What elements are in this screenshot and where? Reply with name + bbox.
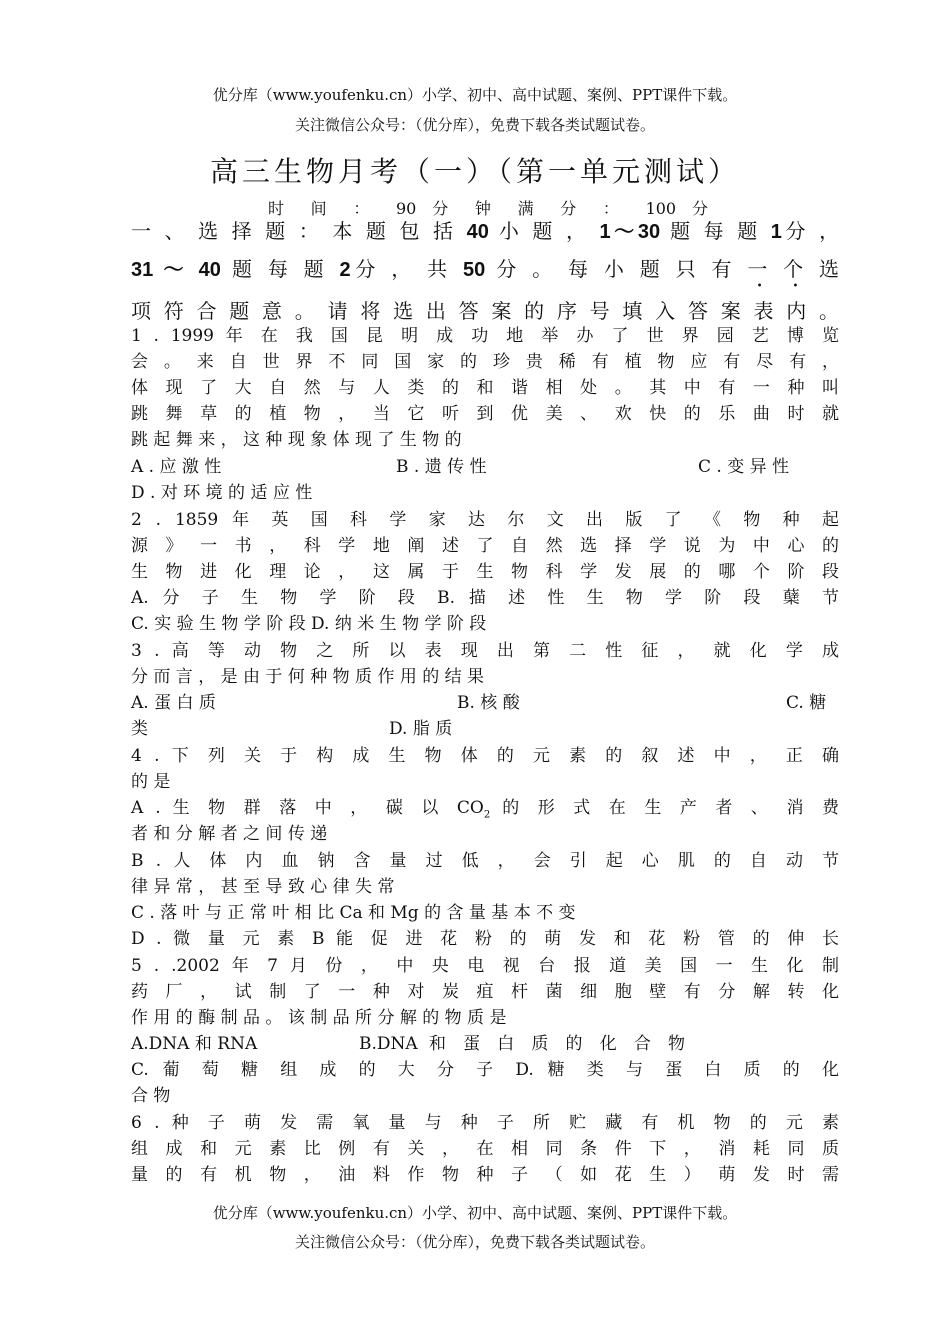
q4-option-b-line-1: B . 人 体 内 血 钠 含 量 过 低 ， 会 引 起 心 肌 的 自 动 节 (131, 851, 839, 871)
q5-option-d-cont: 合 物 (131, 1086, 171, 1106)
exam-time-score: 时 间 ： 90 分 钟 满 分 ： 100 分 (268, 199, 708, 218)
q4-line-1: 4 . 下 列 关 于 构 成 生 物 体 的 元 素 的 叙 述 中 ， 正 确 (131, 746, 839, 766)
page-title: 高三生物月考（一）（第一单元测试） (209, 155, 740, 188)
q1-line-2: 会 。 来 自 世 界 不 同 国 家 的 珍 贵 稀 有 植 物 应 有 尽 有 ， (131, 352, 839, 372)
q2-options-ab: A. 分 子 生 物 学 阶 段 B. 描 述 性 生 物 学 阶 段 蘖 节 (131, 588, 839, 608)
q4-option-a-line-2: 者 和 分 解 者 之 间 传 递 (131, 824, 328, 844)
q2-line-1: 2 . 1859 年 英 国 科 学 家 达 尔 文 出 版 了 《 物 种 起 (131, 510, 839, 530)
q4-option-b-line-2: 律 异 常 ， 甚 至 导 致 心 律 失 常 (131, 877, 395, 897)
q1-option-d: D . 对 环 境 的 适 应 性 (131, 483, 313, 503)
header-line-2: 关注微信公众号：（优分库），免费下载各类试题试卷。 (294, 116, 655, 134)
emphasis-only-one: 一 个 (747, 257, 808, 281)
section-heading-line-1: 一 、 选 择 题 ： 本 题 包 括 40 小 题 ， 1～30 题 每 题 1分 ， (131, 219, 840, 243)
q2-line-3: 生 物 进 化 理 论 ， 这 属 于 生 物 科 学 发 展 的 哪 个 阶 段 (131, 562, 839, 582)
footer-line-2: 关注微信公众号：（优分库），免费下载各类试题试卷。 (294, 1233, 655, 1251)
q2-options-cd: C. 实 验 生 物 学 阶 段 D. 纳 米 生 物 学 阶 段 (131, 614, 487, 634)
q1-option-c: C . 变 异 性 (698, 457, 790, 477)
q5-options-cd: C. 葡 萄 糖 组 成 的 大 分 子 D. 糖 类 与 蛋 白 质 的 化 (131, 1060, 839, 1080)
section-heading-line-2: 31 ～ 40 题 每 题 2分 ， 共 50 分 。 每 小 题 只 有 一 个 选 (131, 257, 840, 281)
header-line-1: 优分库（www.youfenku.cn）小学、初中、高中试题、案例、PPT课件下载。 (212, 86, 738, 104)
q5-line-3: 作 用 的 酶 制 品 。 该 制 品 所 分 解 的 物 质 是 (131, 1008, 507, 1028)
q6-line-3: 量 的 有 机 物 ， 油 料 作 物 种 子 （ 如 花 生 ） 萌 发 时 需 (131, 1165, 839, 1185)
section-heading-line-3: 项 符 合 题 意 。 请 将 选 出 答 案 的 序 号 填 入 答 案 表 内 。 (131, 299, 839, 323)
q2-line-2: 源 》 一 书 ， 科 学 地 阐 述 了 自 然 选 择 学 说 为 中 心 的 (131, 536, 839, 556)
q3-line-1: 3 . 高 等 动 物 之 所 以 表 现 出 第 二 性 征 ， 就 化 学 成 (131, 641, 839, 661)
q5-line-1: 5 . .2002 年 7 月 份 ， 中 央 电 视 台 报 道 美 国 一 生 化 制 (131, 956, 839, 976)
q1-option-b: B . 遗 传 性 (396, 457, 487, 477)
q4-option-d: D . 微 量 元 素 B 能 促 进 花 粉 的 萌 发 和 花 粉 管 的 伸 长 (131, 929, 839, 949)
q4-option-a-line-1: A . 生 物 群 落 中 ， 碳 以 $CO_2$ 的 形 式 在 生 产 者 、 消 费 (131, 798, 839, 821)
q3-option-d: D. 脂 质 (389, 719, 453, 739)
q1-line-1: 1 . 1999 年 在 我 国 昆 明 成 功 地 举 办 了 世 界 园 艺 博 览 (131, 326, 839, 346)
footer-line-1: 优分库（www.youfenku.cn）小学、初中、高中试题、案例、PPT课件下载。 (212, 1204, 738, 1222)
q3-option-b: B. 核 酸 (457, 693, 520, 713)
q3-option-a: A. 蛋 白 质 (131, 693, 216, 713)
q5-line-2: 药 厂 ， 试 制 了 一 种 对 炭 疽 杆 菌 细 胞 壁 有 分 解 转 化 (131, 982, 839, 1002)
q1-option-a: A . 应 激 性 (131, 457, 222, 477)
q1-line-5: 跳 起 舞 来 ， 这 种 现 象 体 现 了 生 物 的 (131, 430, 462, 450)
q1-line-3: 体 现 了 大 自 然 与 人 类 的 和 谐 相 处 。 其 中 有 一 种 叫 (131, 378, 839, 398)
q3-line-2: 分 而 言 ， 是 由 于 何 种 物 质 作 用 的 结 果 (131, 667, 485, 687)
q4-line-2: 的 是 (131, 772, 171, 792)
q1-line-4: 跳 舞 草 的 植 物 ， 当 它 听 到 优 美 、 欢 快 的 乐 曲 时 就 (131, 404, 839, 424)
q5-option-b: B.DNA 和 蛋 白 质 的 化 合 物 (359, 1034, 685, 1054)
q4-option-c: C . 落 叶 与 正 常 叶 相 比 Ca 和 Mg 的 含 量 基 本 不 变 (131, 903, 576, 923)
q6-line-1: 6 . 种 子 萌 发 需 氧 量 与 种 子 所 贮 藏 有 机 物 的 元 素 (131, 1113, 839, 1133)
q6-line-2: 组 成 和 元 素 比 例 有 关 ， 在 相 同 条 件 下 ， 消 耗 同 质 (131, 1139, 839, 1159)
q5-option-a: A.DNA 和 RNA (131, 1034, 258, 1054)
q3-option-c: C. 糖 (786, 693, 827, 713)
q3-option-c-cont: 类 (131, 719, 148, 739)
